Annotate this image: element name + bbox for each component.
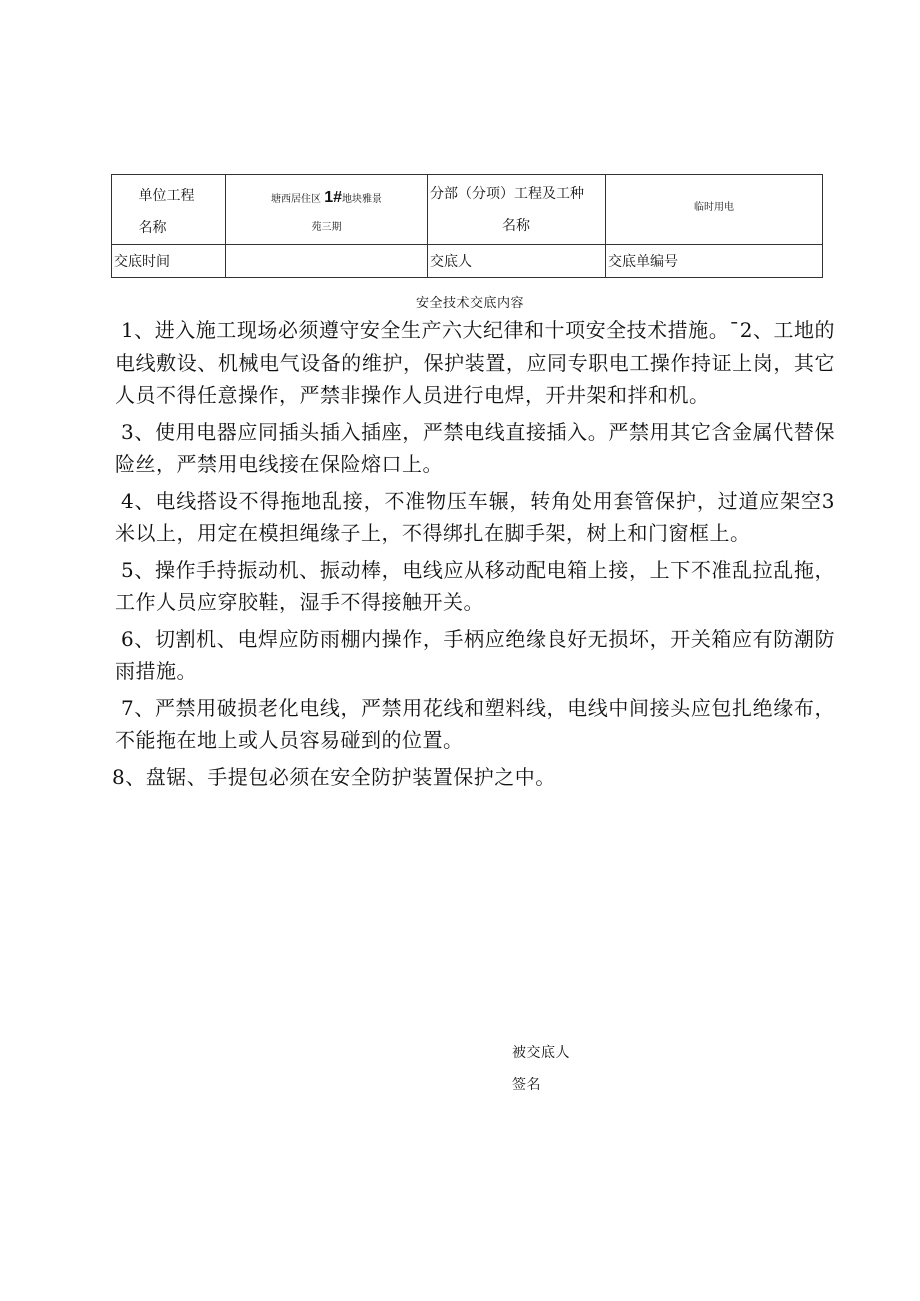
handover-time-label-cell: [112, 245, 226, 278]
unit-project-label-line1: 单位工程: [138, 187, 195, 204]
paragraph-4: 4、电线搭设不得拖地乱接，不准物压车辗，转角处用套管保护，过道应架空3米以上，用定在模担绳缘子上，不得绑扎在脚手架，树上和门窗框上。: [115, 488, 835, 545]
unit-project-value-line1: [226, 188, 427, 207]
sub-project-label-cell: [428, 175, 606, 245]
handover-time-label: 交底时间: [114, 254, 170, 270]
unit-project-value-line2: 苑三期: [311, 221, 342, 233]
unit-project-value-part2: 地块雅景: [341, 193, 382, 205]
handover-person-label: 交底人: [430, 254, 472, 270]
unit-project-value-cell: [226, 175, 428, 245]
handover-info-table: [111, 174, 823, 278]
sign-label: 签名: [512, 1077, 541, 1093]
sub-project-label-line1: 分部（分项）工程及工种: [430, 185, 584, 202]
handover-person-label-cell: [428, 245, 606, 278]
table-row: [112, 175, 823, 245]
receiver-label: 被交底人: [512, 1045, 570, 1061]
unit-project-label-line2: 名称: [138, 219, 167, 236]
handover-time-value-cell: [226, 245, 428, 278]
unit-project-label-cell: [112, 175, 226, 245]
paragraph-8: 8、盘锯、手提包必须在安全防护装置保护之中。: [112, 764, 556, 789]
handover-no-label: 交底单编号: [608, 254, 678, 270]
safety-content: [112, 314, 835, 797]
unit-project-value-big: 1#: [324, 188, 342, 206]
section-title: 安全技术交底内容: [415, 296, 524, 311]
paragraph-1: 1、进入施工现场必须遵守安全生产六大纪律和十项安全技术措施。¯2、工地的电线敷设、机械电气设备的维护，保护装置，应同专职电工操作持证上岗，其它人员不得任意操作，严禁非操作人员进行电焊，开井架和拌和机。: [115, 318, 835, 407]
paragraph-7: 7、严禁用破损老化电线，严禁用花线和塑料线，电线中间接头应包扎绝缘布，不能拖在地上或人员容易碰到的位置。: [115, 695, 835, 752]
paragraph-6: 6、切割机、电焊应防雨棚内操作，手柄应绝缘良好无损坏，开关箱应有防潮防雨措施。: [115, 626, 835, 683]
paragraph-5: 5、操作手持振动机、振动棒，电线应从移动配电箱上接，上下不准乱拉乱拖，工作人员应穿胶鞋，湿手不得接触开关。: [115, 557, 835, 614]
table-row: [112, 245, 823, 278]
sub-project-value: 临时用电: [694, 202, 734, 213]
sub-project-value-cell: [606, 175, 823, 245]
unit-project-value-part1: 塘西居住区: [271, 193, 321, 205]
paragraph-3: 3、使用电器应同插头插入插座，严禁电线直接插入。严禁用其它含金属代替保险丝，严禁用电线接在保险熔口上。: [115, 419, 835, 476]
handover-no-label-cell: [606, 245, 823, 278]
sub-project-label-line2: 名称: [502, 217, 530, 234]
